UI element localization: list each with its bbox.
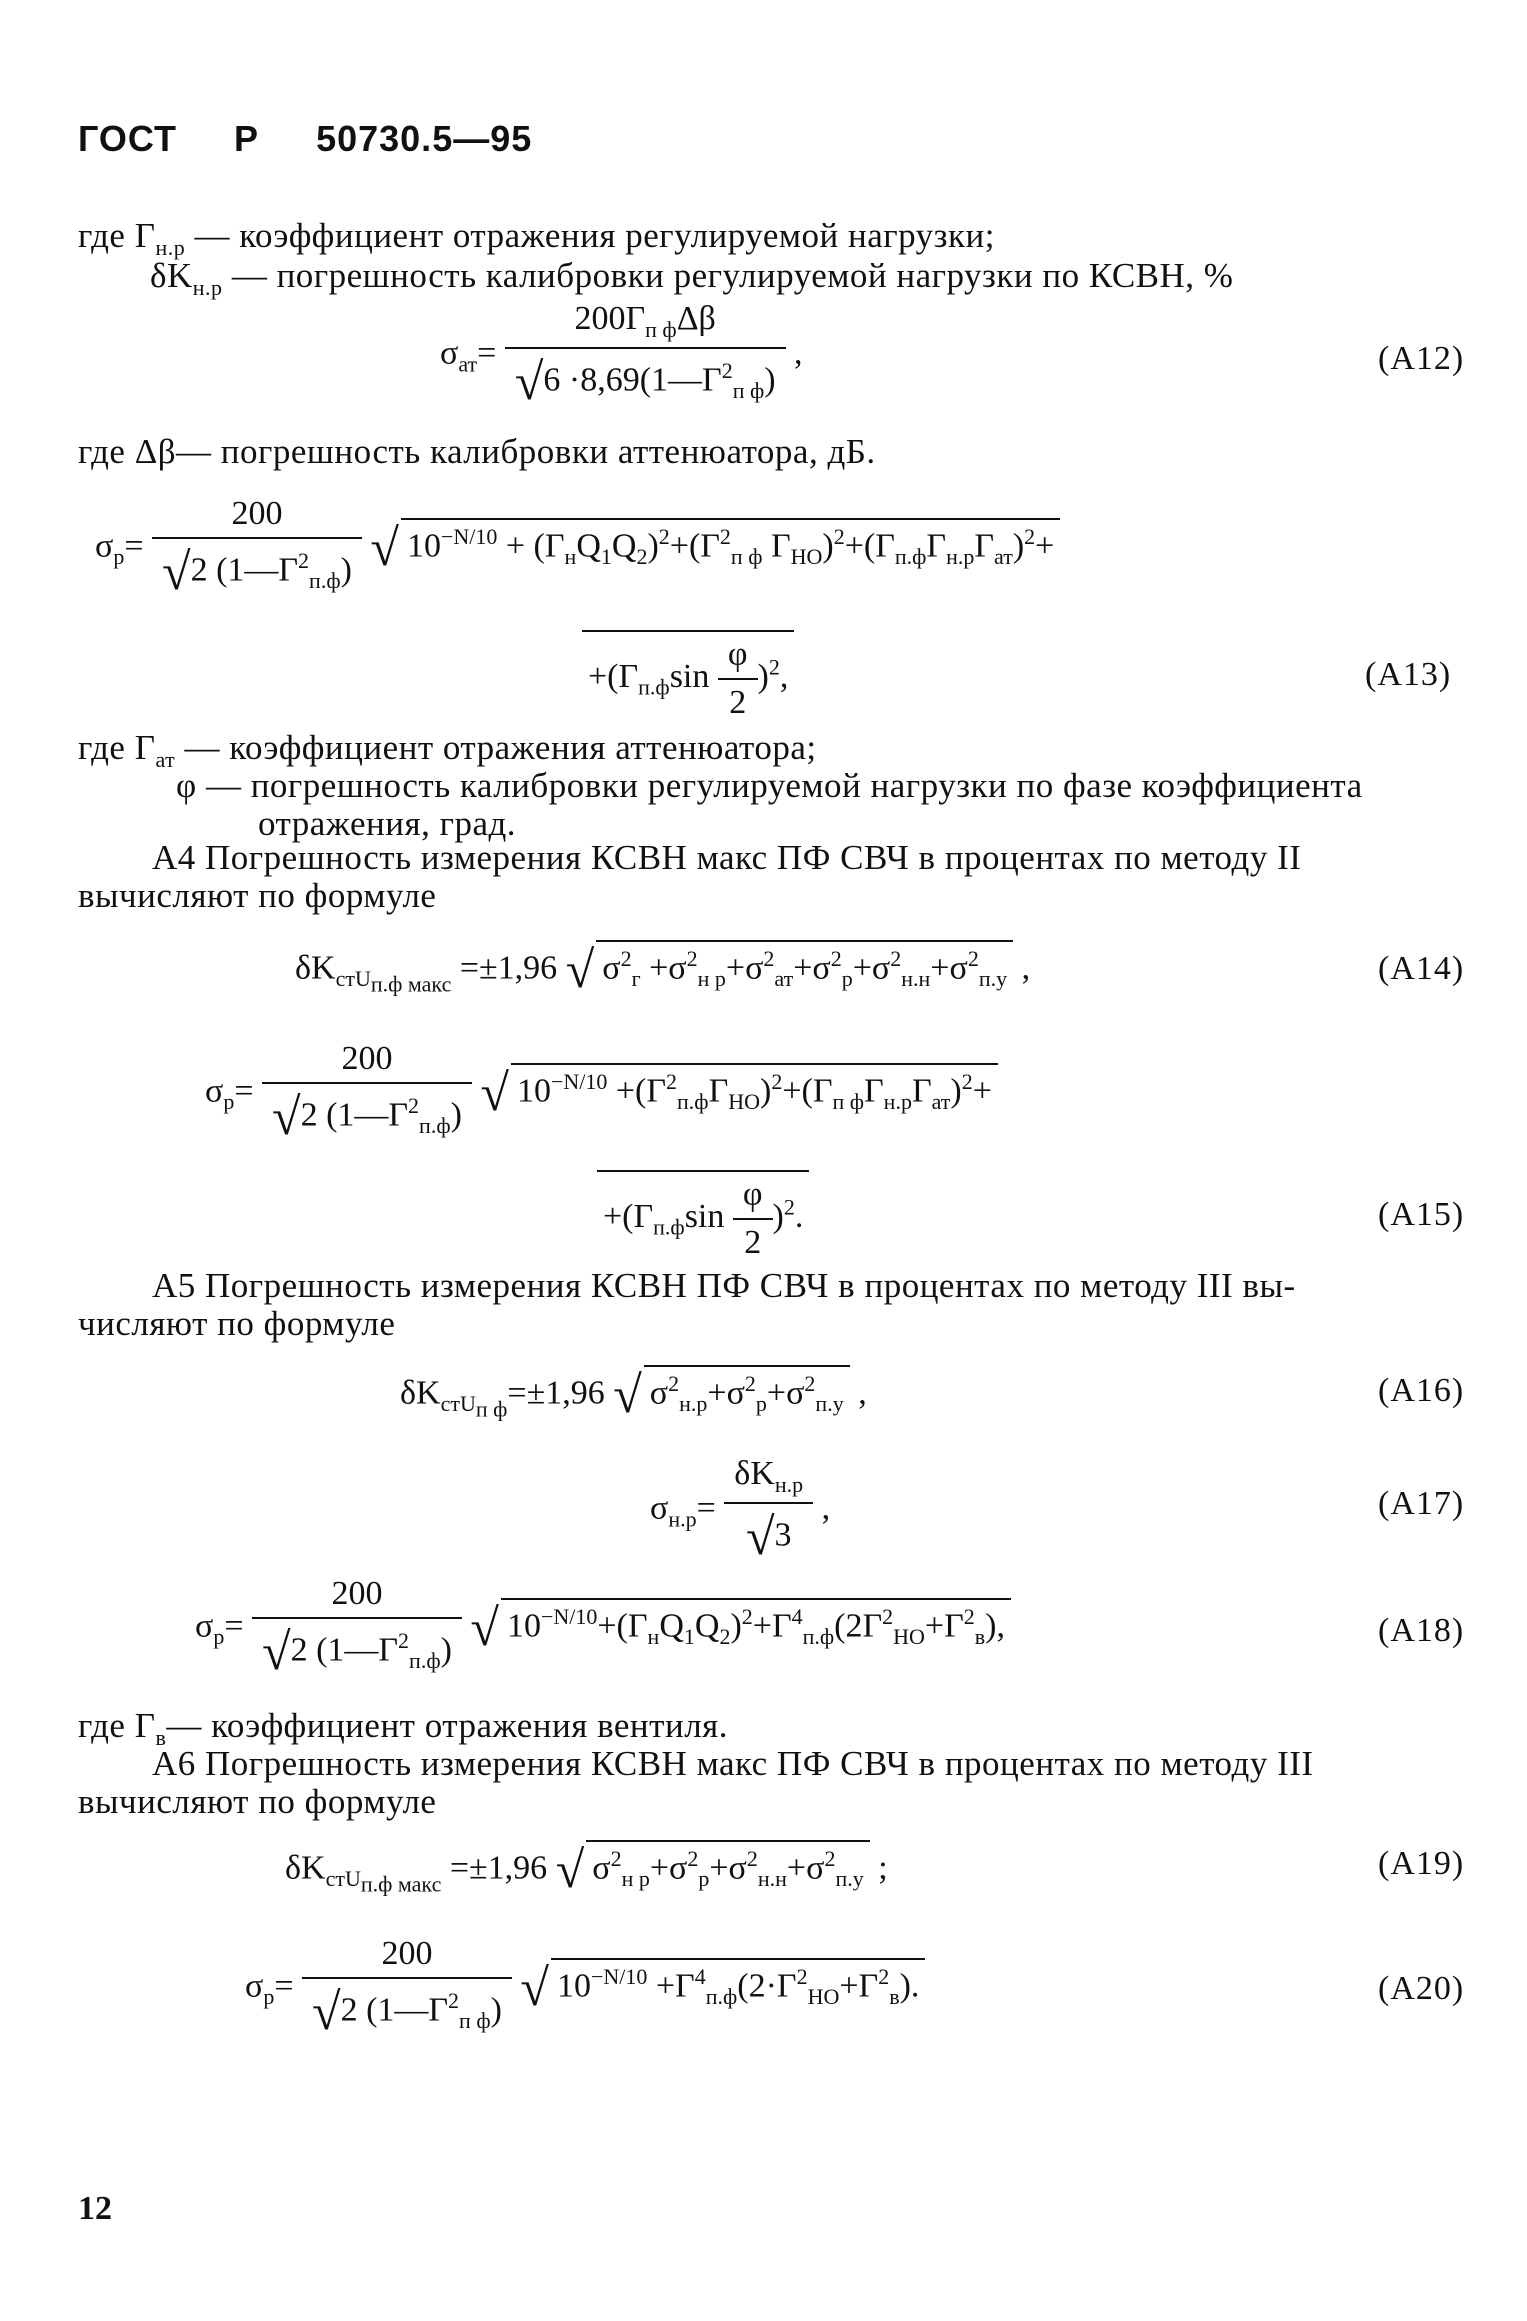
text-line: где $Г_{н.р}$ — коэффициент отражения регулируемой нагрузки; <box>78 216 995 260</box>
formula-a19: $\delta K_{стU_{п.ф макс}} =\pm 1,96$ √ $\sigma^2_{н р}+\sigma^2_р+\sigma^2_{н.н}+\sigma^2_{п.у}$ ; <box>285 1840 888 1900</box>
equation-number: (А20) <box>1378 1970 1465 2007</box>
text-line: вычисляют по формуле <box>78 876 437 915</box>
text-line: $\delta K_{н.р}$ — погрешность калибровки регулируемой нагрузки по КСВН, % <box>150 256 1234 300</box>
equation-number: (А18) <box>1378 1612 1465 1649</box>
equation-number: (А12) <box>1378 340 1465 377</box>
formula-a16: $\delta K_{стU_{п ф}}=\pm 1,96$ √ $\sigma^2_{н.р}+\sigma^2_р+\sigma^2_{п.у}$ , <box>400 1365 867 1425</box>
standard-category: Р <box>234 118 260 159</box>
standard-label: ГОСТ <box>78 118 178 159</box>
text-line: числяют по формуле <box>78 1304 396 1343</box>
equation-number: (А17) <box>1378 1485 1465 1522</box>
page-header <box>78 118 578 160</box>
formula-a15: $\sigma_р=$ $\frac{200}{√2 (1—Г^2_{п.ф})}$ √ $10^{-N/10} +(Г^2_{п.ф}Г_{НО})^2+(Г_{п ф}Г_{н.р}Г_{ат})^2+$ <box>205 1040 998 1147</box>
text-line: где Δβ— погрешность калибровки аттенюатора, дБ. <box>78 432 876 471</box>
equation-number: (А19) <box>1378 1845 1465 1882</box>
equation-number: (А15) <box>1378 1196 1465 1233</box>
equation-number: (А14) <box>1378 950 1465 987</box>
formula-a15-continued: $+(Г_{п.ф}\sin$ $\frac{\varphi}{2}$ )$^2$. <box>595 1170 809 1262</box>
text-line: отражения, град. <box>258 804 517 843</box>
formula-a17: $\sigma_{н.р}=$ $\frac{\delta K_{н.р}}{√3}$ , <box>650 1455 831 1566</box>
formula-a12: $\sigma_{ат}=$ $\frac{200Г_{п ф}\Delta\beta}{√6 \cdot 8,69(1—Г^2_{п ф})}$ , <box>440 300 803 411</box>
page-number: 12 <box>78 2190 112 2227</box>
text-line: А4 Погрешность измерения КСВН макс ПФ СВЧ в процентах по методу II <box>152 838 1302 877</box>
formula-a14: $\delta K_{стU_{п.ф макс}} =\pm 1,96$ √ $\sigma^2_г +\sigma^2_{н р}+\sigma^2_{ат}+\sigma^2_р+\sigma^2_{н.н}+\sigma^2_{п.у}$ , <box>295 940 1030 1000</box>
formula-a13-continued: $+(Г_{п.ф}\sin$ $\frac{\varphi}{2}$ )$^2$, <box>580 630 794 722</box>
text-line: А5 Погрешность измерения КСВН ПФ СВЧ в процентах по методу III вы- <box>152 1266 1296 1305</box>
text-line: φ — погрешность калибровки регулируемой нагрузки по фазе коэффициента <box>176 766 1363 805</box>
text-line: вычисляют по формуле <box>78 1782 437 1821</box>
formula-a20: $\sigma_р=$ $\frac{200}{√2 (1—Г^2_{п ф})}$ √ $10^{-N/10} +Г^4_{п.ф}(2\cdot Г^2_{НО}+Г^2_в)$. <box>245 1935 925 2042</box>
standard-number: 50730.5—95 <box>316 118 533 159</box>
formula-a13: $\sigma_р=$ $\frac{200}{√2 (1—Г^2_{п.ф})}$ √ $10^{-N/10} + (Г_нQ_1Q_2)^2+(Г^2_{п ф}$ $Г_{НО})^2+(Г_{п.ф}Г_{н.р}Г_{ат})^2+$ <box>95 495 1060 602</box>
formula-a18: $\sigma_р=$ $\frac{200}{√2 (1—Г^2_{п.ф})}$ √ $10^{-N/10}+(Г_нQ_1Q_2)^2+Г^4_{п.ф}(2Г^2_{НО}+Г^2_в)$, <box>195 1575 1011 1682</box>
text-line: где $Г_{ат}$ — коэффициент отражения аттенюатора; <box>78 728 817 772</box>
text-line: А6 Погрешность измерения КСВН макс ПФ СВЧ в процентах по методу III <box>152 1744 1314 1783</box>
equation-number: (А13) <box>1365 656 1452 693</box>
text-line: где $Г_в—$ коэффициент отражения вентиля. <box>78 1706 729 1750</box>
equation-number: (А16) <box>1378 1372 1465 1409</box>
